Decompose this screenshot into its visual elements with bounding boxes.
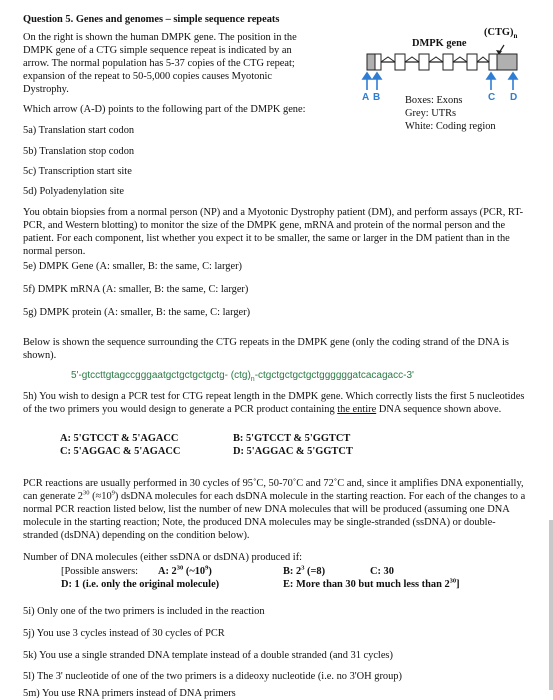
option-5h-b: B: 5'GTCCT & 5'GGTCT xyxy=(233,433,351,444)
answer-e: E: More than 30 but much less than $2^{30}$] xyxy=(283,577,460,590)
gene-label: DMPK gene xyxy=(412,38,467,49)
answer-b: B: $2^3$ (=8) xyxy=(283,564,326,577)
item-5i: 5i) Only one of the two primers is included in the reaction xyxy=(23,606,265,617)
scrollbar[interactable] xyxy=(549,520,553,690)
exon-4 xyxy=(443,54,453,70)
exon-1-coding xyxy=(375,54,381,70)
exon-5 xyxy=(467,54,477,70)
item-5k: 5k) You use a single stranded DNA template instead of a double stranded (and 31 cycles) xyxy=(23,650,393,661)
intron-1 xyxy=(381,57,395,62)
part-5b: 5b) Translation stop codon xyxy=(23,146,135,157)
intro-line-5: Dystrophy. xyxy=(23,84,69,95)
answer-d: D: 1 (i.e. only the original molecule) xyxy=(61,579,220,590)
intro-line-3: arrow. The normal population has 5-37 copies of the CTG repeat; xyxy=(23,58,295,69)
intron-5 xyxy=(477,57,489,62)
arrow-a-head xyxy=(363,73,371,79)
part-5c: 5c) Transcription start site xyxy=(23,166,132,177)
question-5h: 5h) You wish to design a PCR test for CTG repeat length in the DMPK gene. Which correctly lists the first 5 nucleotides of the two primers you would design to generate a PCR product containing the entire DNA sequence shown above. xyxy=(23,391,525,415)
question-title: Question 5. Genes and genomes – simple sequence repeats xyxy=(23,14,280,25)
legend-exons: Boxes: Exons xyxy=(405,95,463,106)
item-5f: 5f) DMPK mRNA (A: smaller, B: the same, C: larger) xyxy=(23,284,249,295)
arrow-question: Which arrow (A-D) points to the following part of the DMPK gene: xyxy=(23,104,306,115)
option-5h-a: A: 5'GTCCT & 5'AGACC xyxy=(60,433,179,444)
part-5a: 5a) Translation start codon xyxy=(23,125,135,136)
legend-coding: White: Coding region xyxy=(405,121,496,132)
arrow-b-head xyxy=(373,73,381,79)
intron-4 xyxy=(453,57,467,62)
intron-3 xyxy=(429,57,443,62)
answer-a: A: $2^{30}$ $(\sim 10^9)$ xyxy=(158,564,212,577)
repeat-label: $(CTG)_n$ xyxy=(484,27,518,41)
exon-3 xyxy=(419,54,429,70)
item-5l: 5l) The 3' nucleotide of one of the two primers is a dideoxy nucleotide (i.e. no 3'OH group) xyxy=(23,671,402,682)
legend-utrs: Grey: UTRs xyxy=(405,108,457,119)
item-5e: 5e) DMPK Gene (A: smaller, B: the same, C: larger) xyxy=(23,261,242,272)
count-label: Number of DNA molecules (either ssDNA or dsDNA) produced if: xyxy=(23,552,303,563)
sequence-paragraph: Below is shown the sequence surrounding the CTG repeats in the DMPK gene (only the coding strand of the DNA is shown). xyxy=(23,337,509,361)
exon-1-utr xyxy=(367,54,375,70)
arrow-label-a: A xyxy=(362,92,370,103)
option-5h-d: D: 5'AGGAC & 5'GGTCT xyxy=(233,446,353,457)
arrow-label-d: D xyxy=(510,92,518,103)
item-5g: 5g) DMPK protein (A: smaller, B: the same, C: larger) xyxy=(23,307,251,318)
answer-c: C: 30 xyxy=(370,566,394,577)
item-5j: 5j) You use 3 cycles instead of 30 cycles of PCR xyxy=(23,628,225,639)
pcr-paragraph: PCR reactions are usually performed in 30 cycles of 95˚C, 50-70˚C and 72˚C and, since it amplifies DNA exponentially, can generate $2^{30}$ $(\approx 10^9)$ dsDNA molecules for each dsDNA molecule in the starting reaction. For each of the changes to a normal PCR reaction listed below, list the number of new DNA molecules that will be produced (assuming one DNA molecule in the starting reaction; Note, the produced DNA molecules may be single-stranded (ssDNA) or double-stranded (dsDNA) depending on the condition below). xyxy=(23,478,526,541)
item-5m: 5m) You use RNA primers instead of DNA primers xyxy=(23,688,236,699)
exon-2 xyxy=(395,54,405,70)
option-5h-c: C: 5'AGGAC & 5'AGACC xyxy=(60,446,181,457)
possible-answers-prefix: [Possible answers: xyxy=(61,566,139,577)
arrow-label-b: B xyxy=(373,92,381,103)
arrow-label-c: C xyxy=(488,92,496,103)
intro-line-4: expansion of the repeat to 50-5,000 copies causes Myotonic xyxy=(23,71,273,82)
part-5d: 5d) Polyadenylation site xyxy=(23,186,125,197)
biopsy-paragraph: You obtain biopsies from a normal person (NP) and a Myotonic Dystrophy patient (DM), and perform assays (PCR, RT-PCR, and Western blotting) to monitor the size of the DMPK gene, mRNA and protein of the normal person and the patient. For each component, list whether you expect it to be smaller, the same or larger in the DM patient than in the normal person. xyxy=(23,207,524,257)
exon-6-utr xyxy=(497,54,517,70)
intro-line-2: DMPK gene of a CTG simple sequence repeat is indicated by an xyxy=(23,45,292,56)
exon-6-coding xyxy=(489,54,497,70)
intron-2 xyxy=(405,57,419,62)
arrow-c-head xyxy=(487,73,495,79)
dna-sequence: 5'-gtccttgtagccgggaatgctgctgctgctg- $(ctg)_n-ctgctgctgctgctggggggatcacagacc-3'$ xyxy=(71,370,414,383)
arrow-d-head xyxy=(509,73,517,79)
intro-line-1: On the right is shown the human DMPK gene. The position in the xyxy=(23,32,297,43)
